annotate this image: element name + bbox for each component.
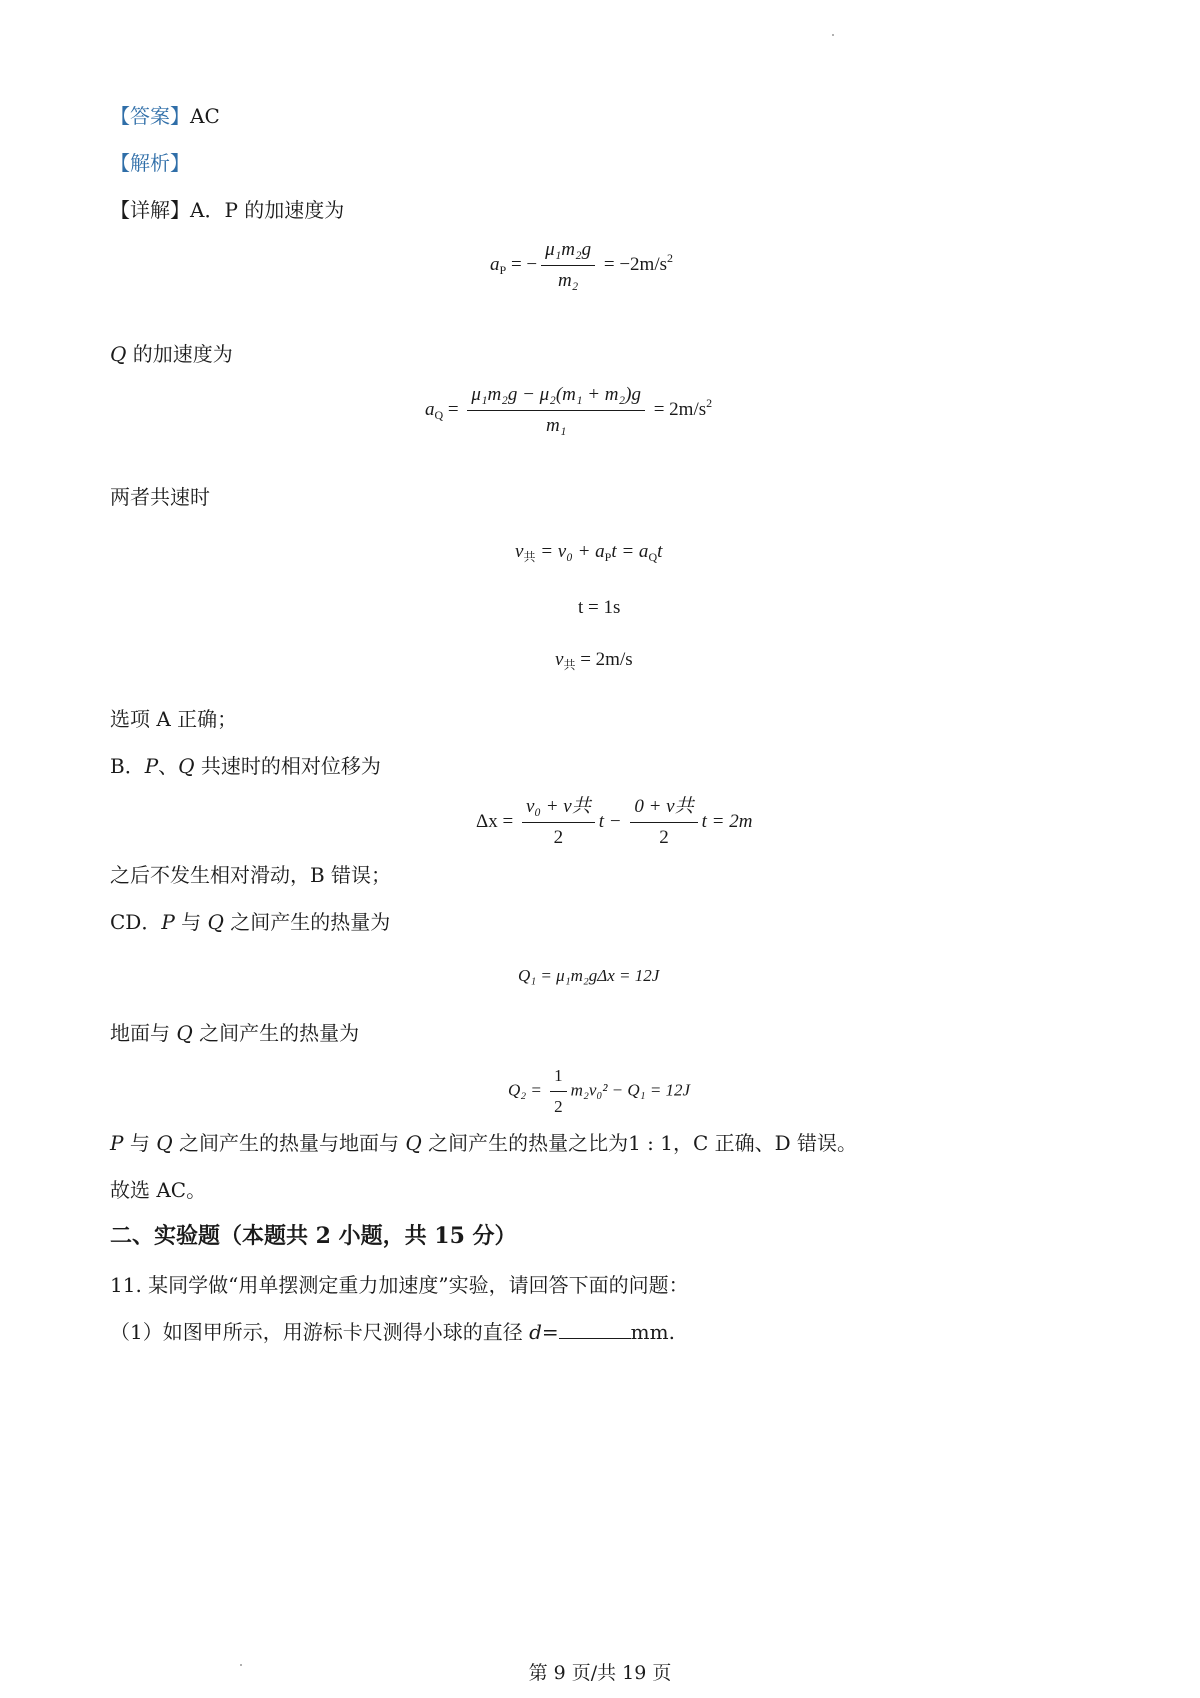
same-speed-line: 两者共速时	[110, 485, 210, 509]
eq-dx-den2: 2	[659, 827, 669, 848]
eq-ap-lhs: a	[490, 253, 500, 275]
eq-q2-lhs: Q₂ =	[508, 1080, 547, 1100]
ground-heat-line	[110, 1020, 359, 1046]
eq-q2-rhs: m₂v₀² − Q₁ = 12J	[570, 1080, 691, 1100]
eq-vc-end: t	[657, 541, 663, 562]
analysis-label: 【解析】	[110, 151, 190, 175]
b-conclusion-line: 之后不发生相对滑动，B 错误；	[110, 863, 392, 887]
eq-ap-num: μ₁m₂g	[541, 238, 595, 266]
eq-aq-lhs-sub: Q	[434, 407, 444, 422]
eq-vc-mid: t = a	[611, 541, 649, 562]
equation-aq: $a_Q$ = $\frac{\text{μ₁m₂g − μ₂(m₁ + m₂)g}}{\text{m₁}}$ = $2m/s^2$	[425, 384, 713, 436]
option-cd-line	[110, 909, 390, 935]
eq-vv-v: v	[555, 649, 564, 670]
option-cd-rest: 之间产生的热量为	[223, 910, 391, 934]
question-11: 11. 某同学做“用单摆测定重力加速度”实验，请回答下面的问题：	[110, 1273, 689, 1297]
choose-line: 故选 AC。	[110, 1178, 207, 1202]
eq-ap-fraction	[541, 238, 595, 293]
option-cd-p: P	[161, 910, 175, 934]
equation-q1	[518, 964, 659, 988]
eq-dx-num2: 0 + v共	[630, 795, 697, 823]
equation-v-value	[555, 648, 633, 677]
answer-value: AC	[190, 104, 220, 128]
section-heading: 二、实验题（本题共 2 小题，共 15 分）	[110, 1223, 517, 1249]
eq-dx-den1: 2	[553, 827, 564, 848]
ratio-a: 与	[123, 1131, 157, 1155]
detail-text: A．P 的加速度为	[190, 198, 345, 222]
ratio-c: 之间产生的热量之比为1 : 1，C 正确、D 错误。	[421, 1131, 858, 1155]
equation-ap	[490, 238, 673, 293]
option-b-rest: 共速时的相对位移为	[194, 754, 381, 778]
eq-vc-rest: = v₀ + a	[535, 541, 605, 562]
eq-q2-fraction	[550, 1064, 567, 1119]
q11-1-prefix: （1）如图甲所示，用游标卡尺测得小球的直径	[110, 1320, 530, 1344]
option-b-q: Q	[178, 754, 195, 778]
equation-dx	[476, 795, 752, 850]
eq-aq-fraction	[467, 383, 645, 438]
answer-blank[interactable]	[559, 1320, 631, 1339]
eq-dx-mid: t −	[598, 810, 627, 832]
eq-aq-rhs: = 2m/s	[648, 398, 707, 420]
eq-ap-lhs-sub: P	[499, 262, 507, 277]
option-b-sep: 、	[158, 754, 179, 778]
q11-1-suffix: mm.	[630, 1320, 675, 1344]
eq-dx-frac2	[630, 795, 697, 850]
option-b-p: P	[144, 754, 159, 778]
ground-rest: 之间产生的热量为	[192, 1021, 360, 1045]
eq-aq-rhs-sup: 2	[706, 395, 713, 410]
eq-q2-den: 2	[554, 1097, 563, 1116]
eq-dx-lhs: Δx =	[476, 810, 518, 832]
option-a-line: 选项 A 正确；	[110, 707, 238, 731]
eq-ap-rhs: = −2m/s	[599, 253, 667, 275]
eq-q1-text: Q₁ = μ₁m₂gΔx = 12J	[518, 966, 660, 985]
eq-dx-num1: v₀ + v共	[522, 795, 595, 823]
eq-vc-v: v	[515, 541, 524, 562]
page-footer: 第 9 页/共 19 页	[528, 1662, 672, 1684]
q11-1-var: d	[529, 1320, 542, 1344]
detail-line	[110, 197, 344, 223]
eq-aq-lhs: a	[425, 398, 435, 420]
ratio-line	[110, 1130, 857, 1156]
eq-vc-aq-sub: Q	[648, 550, 658, 564]
eq-dx-frac1	[522, 795, 595, 850]
eq-aq-num: μ₁m₂g − μ₂(m₁ + m₂)g	[467, 383, 645, 411]
option-cd-mid: 与	[174, 910, 208, 934]
eq-dx-rhs: t = 2m	[701, 810, 753, 832]
eq-vc-ap-sub: P	[604, 550, 612, 564]
eq-vv-sub: 共	[563, 658, 576, 672]
question-11-1	[110, 1319, 675, 1345]
speck-top	[832, 34, 834, 36]
answer-line	[110, 103, 220, 129]
option-b-line	[110, 753, 381, 779]
ratio-b: 之间产生的热量与地面与	[172, 1131, 406, 1155]
ratio-p: P	[110, 1131, 124, 1155]
analysis-line	[110, 150, 190, 176]
eq-q2-num: 1	[550, 1064, 567, 1092]
option-b-prefix: B．	[110, 754, 145, 778]
equation-v-common	[515, 540, 662, 569]
ground-prefix: 地面与	[110, 1021, 177, 1045]
answer-label: 【答案】	[110, 104, 190, 128]
eq-ap-rhs-sup: 2	[667, 250, 673, 265]
q11-1-eq: =	[541, 1320, 559, 1344]
q-symbol: Q	[110, 342, 127, 366]
q-accel-text: 的加速度为	[132, 342, 233, 366]
eq-aq-den: m₁	[546, 415, 567, 436]
option-cd-q: Q	[207, 910, 224, 934]
equation-q2	[508, 1064, 690, 1119]
option-cd-prefix: CD．	[110, 910, 162, 934]
eq-vv-rest: = 2m/s	[575, 649, 633, 670]
ratio-q2: Q	[405, 1131, 422, 1155]
equation-t: t = 1s	[578, 597, 621, 618]
q-accel-line	[110, 341, 233, 367]
ratio-q1: Q	[156, 1131, 173, 1155]
ground-q: Q	[176, 1021, 193, 1045]
detail-label: 【详解】	[110, 198, 190, 222]
eq-vc-sub: 共	[523, 550, 536, 564]
eq-ap-sign: = −	[506, 253, 538, 275]
eq-ap-den: m₂	[557, 270, 579, 291]
